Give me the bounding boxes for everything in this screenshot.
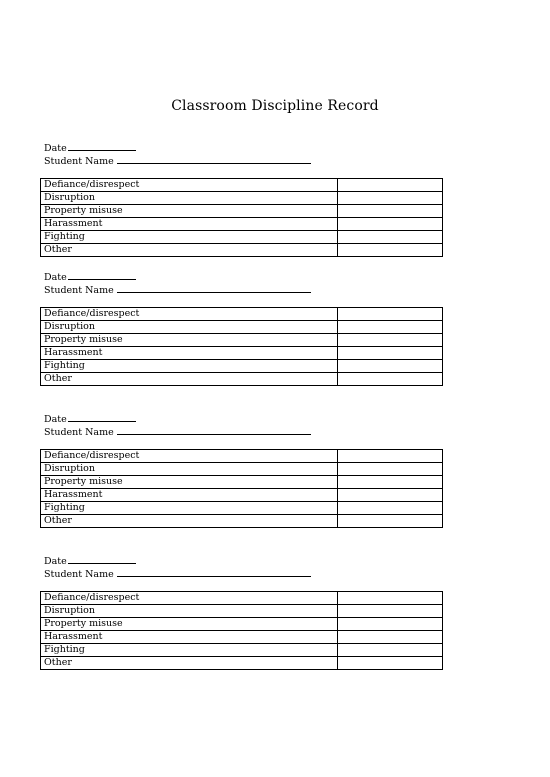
category-cell: Fighting (41, 231, 338, 244)
date-blank[interactable] (68, 412, 136, 422)
date-field (40, 141, 442, 154)
table-row (41, 334, 443, 347)
table-row (41, 605, 443, 618)
table-row (41, 631, 443, 644)
date-label: Date (44, 143, 67, 154)
date-blank[interactable] (68, 554, 136, 564)
student-name-blank[interactable] (117, 154, 311, 164)
table-row (41, 347, 443, 360)
incident-table (40, 178, 443, 257)
entry-cell[interactable] (338, 450, 443, 463)
category-cell: Defiance/disrespect (41, 308, 338, 321)
category-cell: Defiance/disrespect (41, 450, 338, 463)
entry-cell[interactable] (338, 308, 443, 321)
entry-cell[interactable] (338, 360, 443, 373)
date-blank[interactable] (68, 141, 136, 151)
category-cell: Disruption (41, 321, 338, 334)
category-cell: Harassment (41, 218, 338, 231)
date-label: Date (44, 272, 67, 283)
date-blank[interactable] (68, 270, 136, 280)
entry-cell[interactable] (338, 347, 443, 360)
incident-table (40, 449, 443, 528)
record-block-2 (40, 270, 442, 384)
category-cell: Harassment (41, 489, 338, 502)
table-row (41, 489, 443, 502)
student-name-blank[interactable] (117, 567, 311, 577)
student-name-field (40, 567, 442, 580)
page-title: Classroom Discipline Record (171, 98, 379, 114)
category-cell: Property misuse (41, 205, 338, 218)
entry-cell[interactable] (338, 657, 443, 670)
category-cell: Other (41, 244, 338, 257)
entry-cell[interactable] (338, 244, 443, 257)
student-name-field (40, 154, 442, 167)
table-row (41, 515, 443, 528)
record-block-3 (40, 412, 442, 526)
entry-cell[interactable] (338, 373, 443, 386)
table-row (41, 450, 443, 463)
category-cell: Other (41, 515, 338, 528)
category-cell: Harassment (41, 631, 338, 644)
student-name-field (40, 283, 442, 296)
entry-cell[interactable] (338, 231, 443, 244)
date-field (40, 412, 442, 425)
table-row (41, 618, 443, 631)
category-cell: Fighting (41, 502, 338, 515)
category-cell: Fighting (41, 644, 338, 657)
student-name-label: Student Name (44, 427, 114, 438)
entry-cell[interactable] (338, 192, 443, 205)
table-row (41, 373, 443, 386)
entry-cell[interactable] (338, 502, 443, 515)
table-row (41, 502, 443, 515)
entry-cell[interactable] (338, 463, 443, 476)
category-cell: Other (41, 373, 338, 386)
category-cell: Defiance/disrespect (41, 592, 338, 605)
table-row (41, 321, 443, 334)
entry-cell[interactable] (338, 205, 443, 218)
table-row (41, 644, 443, 657)
table-row (41, 218, 443, 231)
entry-cell[interactable] (338, 644, 443, 657)
entry-cell[interactable] (338, 321, 443, 334)
student-name-label: Student Name (44, 285, 114, 296)
incident-table (40, 591, 443, 670)
student-name-field (40, 425, 442, 438)
date-field (40, 270, 442, 283)
category-cell: Other (41, 657, 338, 670)
category-cell: Disruption (41, 192, 338, 205)
entry-cell[interactable] (338, 515, 443, 528)
entry-cell[interactable] (338, 592, 443, 605)
category-cell: Disruption (41, 605, 338, 618)
table-row (41, 244, 443, 257)
category-cell: Fighting (41, 360, 338, 373)
category-cell: Harassment (41, 347, 338, 360)
date-field (40, 554, 442, 567)
category-cell: Property misuse (41, 334, 338, 347)
table-row (41, 179, 443, 192)
entry-cell[interactable] (338, 179, 443, 192)
entry-cell[interactable] (338, 489, 443, 502)
record-block-4 (40, 554, 442, 668)
entry-cell[interactable] (338, 218, 443, 231)
table-row (41, 205, 443, 218)
category-cell: Property misuse (41, 476, 338, 489)
entry-cell[interactable] (338, 605, 443, 618)
student-name-label: Student Name (44, 156, 114, 167)
table-row (41, 231, 443, 244)
student-name-blank[interactable] (117, 283, 311, 293)
entry-cell[interactable] (338, 334, 443, 347)
table-row (41, 657, 443, 670)
category-cell: Defiance/disrespect (41, 179, 338, 192)
student-name-label: Student Name (44, 569, 114, 580)
table-row (41, 476, 443, 489)
table-row (41, 463, 443, 476)
entry-cell[interactable] (338, 631, 443, 644)
category-cell: Property misuse (41, 618, 338, 631)
entry-cell[interactable] (338, 476, 443, 489)
record-block-1 (40, 141, 442, 255)
category-cell: Disruption (41, 463, 338, 476)
student-name-blank[interactable] (117, 425, 311, 435)
date-label: Date (44, 556, 67, 567)
table-row (41, 592, 443, 605)
incident-table (40, 307, 443, 386)
date-label: Date (44, 414, 67, 425)
entry-cell[interactable] (338, 618, 443, 631)
table-row (41, 192, 443, 205)
table-row (41, 360, 443, 373)
table-row (41, 308, 443, 321)
